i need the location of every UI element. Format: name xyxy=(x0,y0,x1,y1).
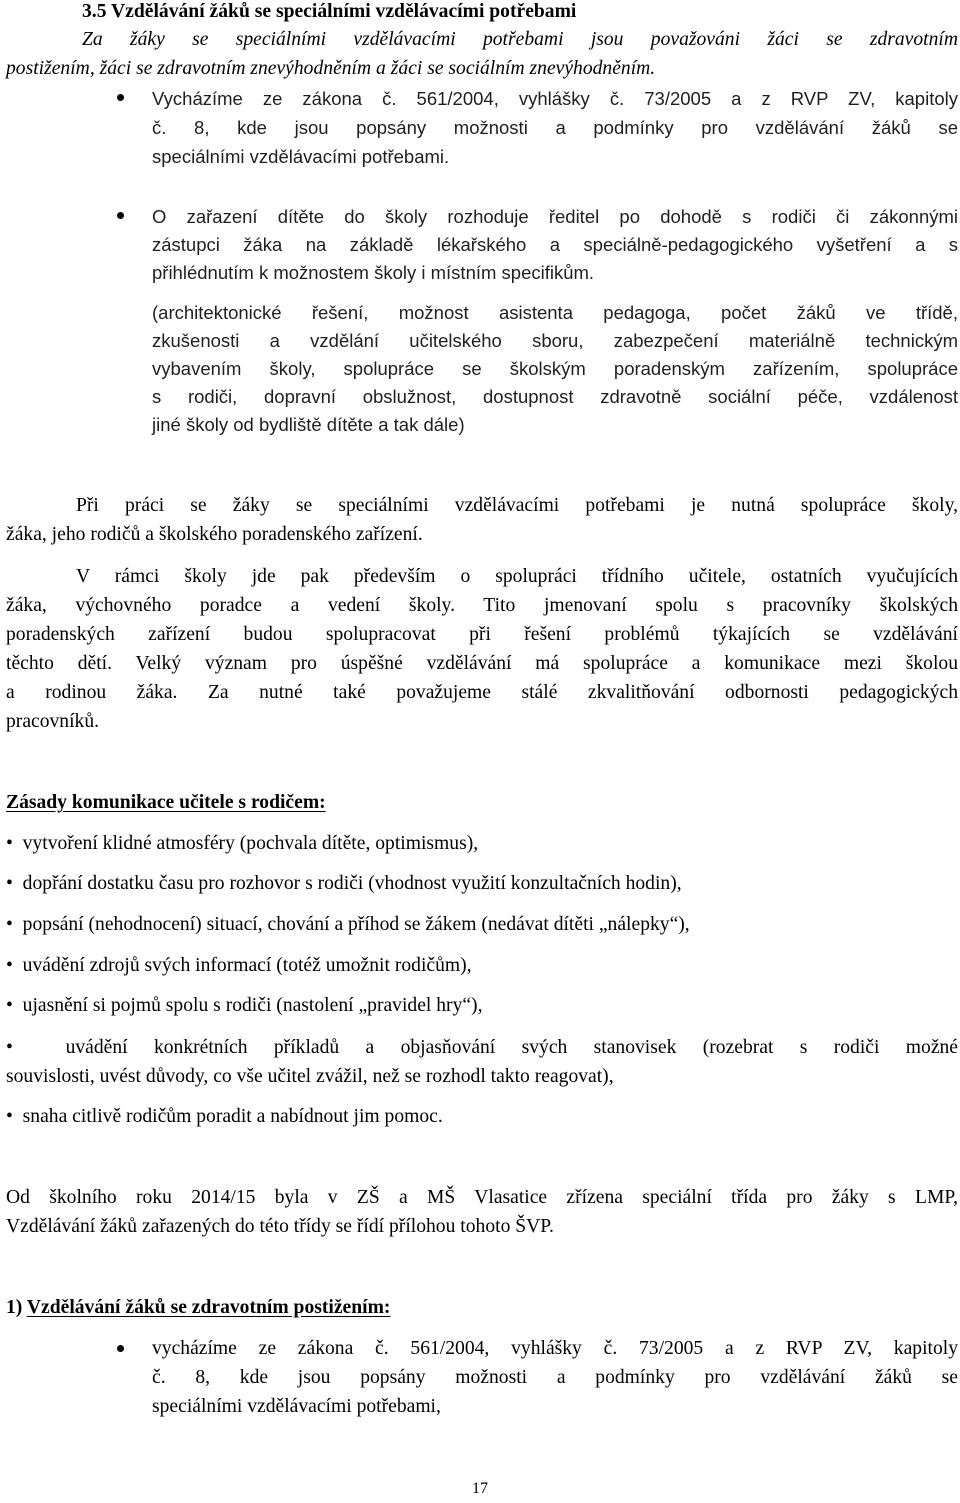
intro-line-1: Za žáky se speciálními vzdělávacími potřebami jsou považováni žáci se zdravotním xyxy=(82,29,958,50)
section1-bullet-line-3: speciálními vzdělávacími potřebami, xyxy=(152,1396,441,1417)
para3-line-2: Vzdělávání žáků zařazených do této třídy se řídí přílohou tohoto ŠVP. xyxy=(6,1216,554,1237)
parenthetical-line-5: jiné školy od bydliště dítěte a tak dále) xyxy=(152,414,465,435)
para1-line-2: žáka, jeho rodičů a školského poradenského zařízení. xyxy=(6,524,423,545)
para1-line-1: Při práci se žáky se speciálními vzdělávacími potřebami je nutná spolupráce školy, xyxy=(76,495,958,516)
para2-line-6: pracovníků. xyxy=(6,711,100,732)
bullet-2-line-1: O zařazení dítěte do školy rozhoduje ředitel po dohodě s rodiči či zákonnými xyxy=(152,206,958,227)
section1-heading-line xyxy=(6,1293,390,1322)
section-title: 3.5 Vzdělávání žáků se speciálními vzdělávacími potřebami xyxy=(82,1,577,22)
section1-bullet-line-2: č. 8, kde jsou popsány možnosti a podmínky pro vzdělávání žáků se xyxy=(152,1367,958,1388)
para2-line-1: V rámci školy jde pak především o spolupráci třídního učitele, ostatních vyučujících xyxy=(76,566,958,587)
para3-line-1: Od školního roku 2014/15 byla v ZŠ a MŠ Vlasatice zřízena speciální třída pro žáky s LMP, xyxy=(6,1187,958,1208)
bullet-1-line-3: speciálními vzdělávacími potřebami. xyxy=(152,146,450,167)
principle-item: • ujasnění si pojmů spolu s rodiči (nastolení „pravidel hry“), xyxy=(6,995,483,1016)
principles-heading: Zásady komunikace učitele s rodičem: xyxy=(6,792,326,813)
principle-item: • vytvoření klidné atmosféry (pochvala dítěte, optimismus), xyxy=(6,833,479,854)
bullet-1-line-2: č. 8, kde jsou popsány možnosti a podmínky pro vzdělávání žáků se xyxy=(152,117,958,138)
principle-item: • dopřání dostatku času pro rozhovor s rodiči (vhodnost využití konzultačních hodin), xyxy=(6,873,682,894)
section1-number: 1) xyxy=(6,1297,27,1318)
bullet-2-line-3: přihlédnutím k možnostem školy i místním specifikům. xyxy=(152,262,595,283)
principle-item: • snaha citlivě rodičům poradit a nabídnout jim pomoc. xyxy=(6,1106,443,1127)
bullet-2-line-2: zástupci žáka na základě lékařského a speciálně-pedagogického vyšetření a s xyxy=(152,234,958,255)
intro-line-2: postižením, žáci se zdravotním znevýhodněním a žáci se sociálním znevýhodněním. xyxy=(6,58,656,79)
principle-item: • uvádění zdrojů svých informací (totéž umožnit rodičům), xyxy=(6,955,472,976)
principle-item: • popsání (nehodnocení) situací, chování a příhod se žákem (nedávat dítěti „nálepky“), xyxy=(6,914,690,935)
bullet-1-line-1: Vycházíme ze zákona č. 561/2004, vyhlášky č. 73/2005 a z RVP ZV, kapitoly xyxy=(152,88,958,109)
parenthetical-line-2: zkušenosti a vzdělání učitelského sboru, zabezpečení materiálně technickým xyxy=(152,330,958,351)
section1-heading: Vzdělávání žáků se zdravotním postižením: xyxy=(26,1297,391,1318)
bullet-dot xyxy=(117,1345,124,1352)
parenthetical-line-1: (architektonické řešení, možnost asistenta pedagoga, počet žáků ve třídě, xyxy=(152,302,958,323)
bullet-dot xyxy=(117,94,124,101)
para2-line-2: žáka, výchovného poradce a vedení školy. Tito jmenovaní spolu s pracovníky školských xyxy=(6,595,958,616)
section1-bullet-line-1: vycházíme ze zákona č. 561/2004, vyhlášky č. 73/2005 a z RVP ZV, kapitoly xyxy=(152,1338,958,1359)
principle-item: • uvádění konkrétních příkladů a objasňování svých stanovisek (rozebrat s rodiči možné xyxy=(6,1037,959,1058)
parenthetical-line-3: vybavením školy, spolupráce se školským poradenským zařízením, spolupráce xyxy=(152,358,958,379)
page-number: 17 xyxy=(472,1480,488,1497)
para2-line-4: těchto dětí. Velký význam pro úspěšné vzdělávání má spolupráce a komunikace mezi školou xyxy=(6,653,958,674)
parenthetical-line-4: s rodiči, dopravní obslužnost, dostupnost zdravotně sociální péče, vzdálenost xyxy=(152,386,958,407)
para2-line-3: poradenských zařízení budou spolupracovat při řešení problémů týkajících se vzdělávání xyxy=(6,624,958,645)
para2-line-5: a rodinou žáka. Za nutné také považujeme stálé zkvalitňování odbornosti pedagogických xyxy=(6,682,958,703)
bullet-dot xyxy=(117,212,124,219)
principle-item-continuation: souvislosti, uvést důvody, co vše učitel zvážil, než se rozhodl takto reagovat), xyxy=(6,1066,614,1087)
